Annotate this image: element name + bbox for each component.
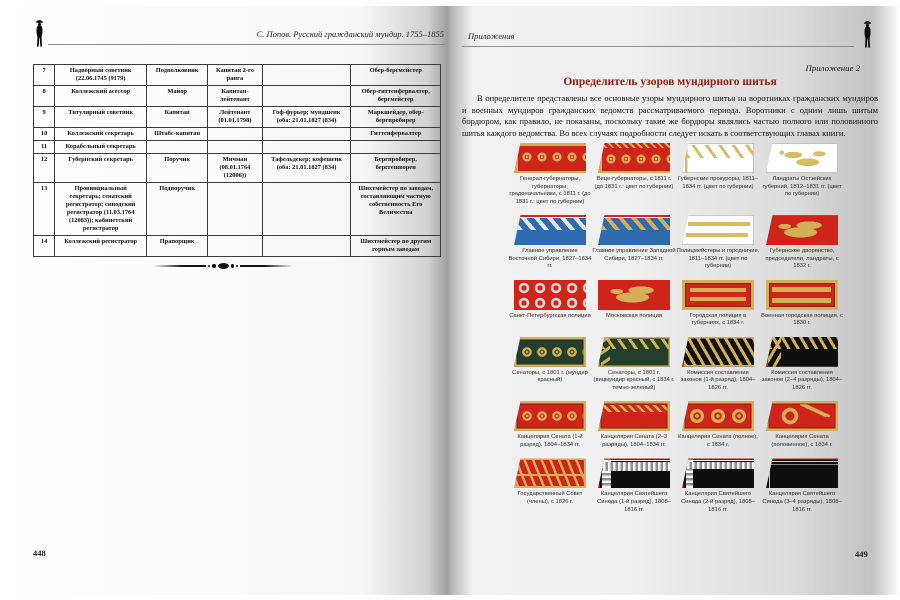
plate-caption: Губернское дворянство, председатели, ландраты, с 1832 г. — [765, 248, 839, 270]
table-cell — [208, 236, 263, 257]
plate-caption: Канцелярия Сената (1-й разряд), 1804–1834 гг. — [517, 434, 583, 448]
table-cell: Коллежский секретарь — [55, 128, 147, 141]
table-row — [34, 183, 441, 236]
table-cell: Титулярный советник — [55, 107, 147, 128]
plate — [508, 215, 592, 271]
embroidery-swatch — [682, 280, 754, 310]
table-cell — [351, 141, 441, 154]
embroidery-swatch — [766, 280, 838, 310]
table-cell — [262, 65, 351, 86]
embroidery-swatch — [598, 143, 670, 173]
plate-caption: Санкт-Петербургская полиция — [509, 312, 591, 319]
table-cell — [208, 141, 263, 154]
plate-caption: Канцелярия Сената (2–3 разряды), 1804–1834 гг. — [600, 434, 668, 448]
plate — [760, 280, 844, 328]
plate-caption: Канцелярия Святейшего Синода (2-й разряд), 1808–1816 гг. — [681, 491, 755, 513]
ornamental-divider — [153, 263, 293, 269]
plate — [760, 215, 844, 271]
table-cell: 11 — [34, 141, 55, 154]
table-cell: Подпоручик — [147, 183, 208, 236]
table-cell: Маркшейдер, обер-бергпробирер — [351, 107, 441, 128]
embroidery-swatch — [766, 458, 838, 488]
table-cell: Провинциальный секретарь; сенатский регистратор; синодский регистратор (11.03.1764 (12083)); кабинетский регистратор — [55, 183, 147, 236]
left-running-head: С. Попов. Русский гражданский мундир. 1755–1855 — [256, 29, 444, 39]
plate-caption: Канцелярия Сената (половинное), с 1834 г. — [771, 434, 833, 448]
table-cell: Капитан — [147, 107, 208, 128]
embroidery-swatch — [682, 337, 754, 367]
plate-caption: Главное управление Западной Сибири, 1827–1834 гг. — [592, 248, 676, 262]
plate — [508, 337, 592, 393]
table-cell: Майор — [147, 86, 208, 107]
plate-caption: Сенаторы, с 1801 г. (вицмундир красный, с 1834 г. темно-зеленый) — [593, 369, 675, 391]
table-cell: 13 — [34, 183, 55, 236]
plate — [508, 458, 592, 514]
embroidery-swatch — [598, 215, 670, 245]
embroidery-swatch — [514, 215, 586, 245]
plate — [676, 401, 760, 449]
table-cell — [208, 183, 263, 236]
embroidery-swatch — [682, 143, 754, 173]
table-cell: Гоф-фурьер; мундшенк (оба: 21.01.1827 (834) — [262, 107, 351, 128]
table-cell — [208, 128, 263, 141]
plate-caption: Московская полиция — [606, 312, 662, 319]
table-row — [34, 65, 441, 86]
table-cell: 10 — [34, 128, 55, 141]
plate-caption: Генерал-губернаторы, губернаторы, градоначальники, с 1811 г. (до 1831 г.: цвет по губернии) — [509, 176, 591, 205]
plate-caption: Государственный Совет (члены), с 1826 г. — [517, 491, 583, 505]
plate-caption: Канцелярия Святейшего Синода (1-й разряд), 1808–1816 гг. — [597, 491, 671, 513]
uniform-figure-silhouette-icon — [33, 20, 46, 47]
plate-caption: Главное управление Восточной Сибири, 1827–1834 гг. — [508, 248, 592, 270]
embroidery-swatch — [514, 401, 586, 431]
table-cell: Коллежский регистратор — [55, 236, 147, 257]
plate — [676, 215, 760, 271]
plate — [592, 401, 676, 449]
plate — [760, 458, 844, 514]
table-cell — [262, 86, 351, 107]
table-cell — [147, 141, 208, 154]
embroidery-swatch — [682, 215, 754, 245]
plate — [760, 337, 844, 393]
plate — [592, 215, 676, 271]
appendix-intro: В определителе представлены все основные узоры мундирного шитья на воротниках гражданских мундиров и военных мундиров гражданских ведомств рассматриваемого периода. Воротники с одним лишь шитым бордюром, как правило, не показаны, поскольку такие же бордюры являлись частью полного или половинного шитья каждого ведомства. Во всех случаях подробности следует искать в соответствующих главах книги. — [462, 93, 878, 139]
plate-caption: Комиссия составления законов (1-й разряд), 1804–1826 гг. — [680, 369, 756, 391]
left-page-number: 448 — [33, 548, 46, 558]
rank-table-body — [34, 65, 441, 257]
plate — [676, 280, 760, 328]
rank-table — [33, 64, 441, 257]
table-cell: Шихтмейстер по другим горным заводам — [351, 236, 441, 257]
table-cell — [262, 236, 351, 257]
table-cell: Губернский секретарь — [55, 154, 147, 183]
table-cell: Прапорщик — [147, 236, 208, 257]
table-cell: 14 — [34, 236, 55, 257]
table-cell: Мичман (08.01.1764 (12006)) — [208, 154, 263, 183]
plate-caption: Канцелярия Святейшего Синода (3–4 разряды), 1808–1816 гг. — [762, 491, 842, 513]
plate-caption: Военная городская полиция, с 1830 г. — [761, 312, 843, 327]
table-row — [34, 236, 441, 257]
plate-caption: Вице-губернаторы, с 1811 г. (до 1831 г.: цвет по губернии) — [594, 176, 674, 190]
table-row — [34, 107, 441, 128]
embroidery-swatch — [514, 143, 586, 173]
table-cell: Поручик — [147, 154, 208, 183]
embroidery-swatch — [766, 337, 838, 367]
right-page — [458, 0, 882, 600]
plate-caption: Полицмейстеры и городничие, 1811–1834 гг. (цвет по губернии) — [676, 248, 760, 270]
appendix-title: Определитель узоров мундирного шитья — [563, 76, 777, 88]
table-cell: Корабельный секретарь — [55, 141, 147, 154]
plate — [592, 458, 676, 514]
plate-caption: Губернские прокуроры, 1811–1834 гг. (цвет по губернии) — [678, 176, 758, 190]
table-cell: Капитан-лейтенант — [208, 86, 263, 107]
plate — [676, 458, 760, 514]
embroidery-swatch — [598, 401, 670, 431]
left-header-rule — [48, 44, 445, 45]
right-page-number: 449 — [855, 549, 868, 559]
embroidery-swatch — [514, 280, 586, 310]
table-cell: Капитан 2-го ранга — [208, 65, 263, 86]
table-cell: 8 — [34, 86, 55, 107]
table-cell: 9 — [34, 107, 55, 128]
plate-caption: Канцелярия Сената (полное), с 1834 г. — [678, 434, 758, 448]
table-cell: Надворный советник (22.06.1745 (9179) — [55, 65, 147, 86]
plate-caption: Ландраты Остзейских губерний, 1812–1831 гг. (цвет по губернии) — [762, 176, 842, 198]
table-cell: Обер-бергмейстер — [351, 65, 441, 86]
plates-grid — [508, 143, 844, 514]
plate-caption: Городская полиция в губерниях, с 1834 г. — [689, 312, 747, 327]
plate — [676, 337, 760, 393]
plate — [592, 337, 676, 393]
embroidery-swatch — [766, 401, 838, 431]
table-row — [34, 154, 441, 183]
table-cell: Обер-гиттенфервалтер, бергмейстер — [351, 86, 441, 107]
embroidery-swatch — [682, 401, 754, 431]
embroidery-swatch — [682, 458, 754, 488]
table-cell: Штабс-капитан — [147, 128, 208, 141]
table-cell: Лейтенант (01.01.1798) — [208, 107, 263, 128]
embroidery-swatch — [598, 280, 670, 310]
embroidery-swatch — [514, 337, 586, 367]
table-cell — [262, 183, 351, 236]
table-cell — [262, 141, 351, 154]
right-running-head: Приложения — [468, 31, 515, 41]
table-cell: Шихтмейстер по заводам, составляющим частную собственность Его Величества — [351, 183, 441, 236]
table-cell: Подполковник — [147, 65, 208, 86]
embroidery-swatch — [514, 458, 586, 488]
plate-caption: Комиссия составления законов (2–4 разряды), 1804–1826 гг. — [761, 369, 843, 391]
table-cell: Коллежский асессор — [55, 86, 147, 107]
table-cell: Бергпробирер, берггешворен — [351, 154, 441, 183]
table-row — [34, 141, 441, 154]
plate — [508, 143, 592, 206]
table-cell: 7 — [34, 65, 55, 86]
table-row — [34, 86, 441, 107]
table-row — [34, 128, 441, 141]
plate-caption: Сенаторы, с 1801 г. (мундир красный) — [512, 369, 588, 384]
plate — [760, 401, 844, 449]
plate — [508, 401, 592, 449]
plate — [676, 143, 760, 206]
plate — [592, 280, 676, 328]
appendix-label: Приложение 2 — [805, 63, 860, 73]
embroidery-swatch — [766, 143, 838, 173]
table-cell — [262, 128, 351, 141]
table-cell: Гиттенфервалтер — [351, 128, 441, 141]
embroidery-swatch — [598, 458, 670, 488]
table-cell: 12 — [34, 154, 55, 183]
table-cell: Тафельдекер; кофешенк (оба: 21.01.1827 (834) — [262, 154, 351, 183]
embroidery-swatch — [598, 337, 670, 367]
embroidery-swatch — [766, 215, 838, 245]
plate — [760, 143, 844, 206]
plate — [508, 280, 592, 328]
plate — [592, 143, 676, 206]
